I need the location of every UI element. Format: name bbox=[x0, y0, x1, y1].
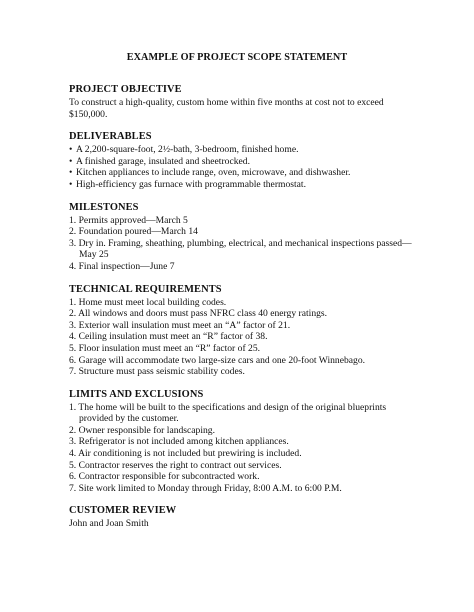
deliverables-heading: DELIVERABLES bbox=[69, 131, 152, 143]
list-item: 6. Garage will accommodate two large-size cars and one 20-foot Winnebago. bbox=[69, 354, 366, 366]
list-item: 7. Structure must pass seismic stability codes. bbox=[69, 366, 245, 378]
list-item: • High-efficiency gas furnace with programmable thermostat. bbox=[69, 178, 306, 190]
bullet-icon: • bbox=[69, 167, 73, 179]
list-item: 4. Ceiling insulation must meet an “R” factor of 38. bbox=[69, 331, 268, 343]
list-item: • A 2,200-square-foot, 2½-bath, 3-bedroom, finished home. bbox=[69, 144, 299, 156]
list-item: 5. Floor insulation must meet an “R” factor of 25. bbox=[69, 342, 261, 354]
list-item: 3. Exterior wall insulation must meet an “A” factor of 21. bbox=[69, 319, 291, 331]
list-item: 7. Site work limited to Monday through Friday, 8:00 A.M. to 6:00 P.M. bbox=[69, 482, 342, 494]
review-section bbox=[69, 505, 414, 530]
list-item: 1. Home must meet local building codes. bbox=[69, 296, 227, 308]
list-item: 2. All windows and doors must pass NFRC class 40 energy ratings. bbox=[69, 308, 328, 320]
objective-text: To construct a high-quality, custom home within five months at cost not to exceed $150,000. bbox=[69, 97, 384, 120]
limits-list bbox=[69, 402, 414, 495]
milestones-heading: MILESTONES bbox=[69, 201, 139, 213]
list-item: 4. Final inspection—June 7 bbox=[69, 260, 175, 272]
list-item: 2. Owner responsible for landscaping. bbox=[69, 424, 216, 436]
list-item: 5. Contractor reserves the right to contract out services. bbox=[69, 459, 282, 471]
bullet-icon: • bbox=[69, 144, 73, 156]
review-heading: CUSTOMER REVIEW bbox=[69, 505, 177, 517]
list-item: 2. Foundation poured—March 14 bbox=[69, 226, 198, 238]
bullet-icon: • bbox=[69, 155, 73, 167]
list-item: 1. The home will be built to the specifications and design of the original blueprints provided by the customer. bbox=[69, 401, 387, 425]
milestones-list bbox=[69, 215, 414, 273]
deliverables-section bbox=[69, 131, 414, 190]
deliverables-list bbox=[69, 144, 414, 190]
list-item: 3. Refrigerator is not included among kitchen appliances. bbox=[69, 436, 289, 448]
technical-section bbox=[69, 284, 414, 378]
list-item: • A finished garage, insulated and sheetrocked. bbox=[69, 155, 250, 167]
milestones-section bbox=[69, 202, 414, 273]
list-item: 1. Permits approved—March 5 bbox=[69, 214, 188, 226]
list-item: 6. Contractor responsible for subcontracted work. bbox=[69, 471, 260, 483]
objective-heading: PROJECT OBJECTIVE bbox=[69, 84, 182, 95]
limits-section bbox=[69, 389, 414, 495]
document-title: EXAMPLE OF PROJECT SCOPE STATEMENT bbox=[126, 52, 348, 63]
document-body bbox=[69, 84, 414, 541]
technical-heading: TECHNICAL REQUIREMENTS bbox=[69, 283, 222, 295]
technical-list bbox=[69, 297, 414, 378]
list-item: • Kitchen appliances to include range, oven, microwave, and dishwasher. bbox=[69, 167, 351, 179]
objective-section bbox=[69, 84, 414, 120]
review-text: John and Joan Smith bbox=[69, 518, 149, 530]
list-item: 3. Dry in. Framing, sheathing, plumbing, electrical, and mechanical inspections passed—May 25 bbox=[69, 237, 412, 261]
bullet-icon: • bbox=[69, 178, 73, 190]
limits-heading: LIMITS AND EXCLUSIONS bbox=[69, 388, 204, 400]
list-item: 4. Air conditioning is not included but prewiring is included. bbox=[69, 448, 302, 460]
